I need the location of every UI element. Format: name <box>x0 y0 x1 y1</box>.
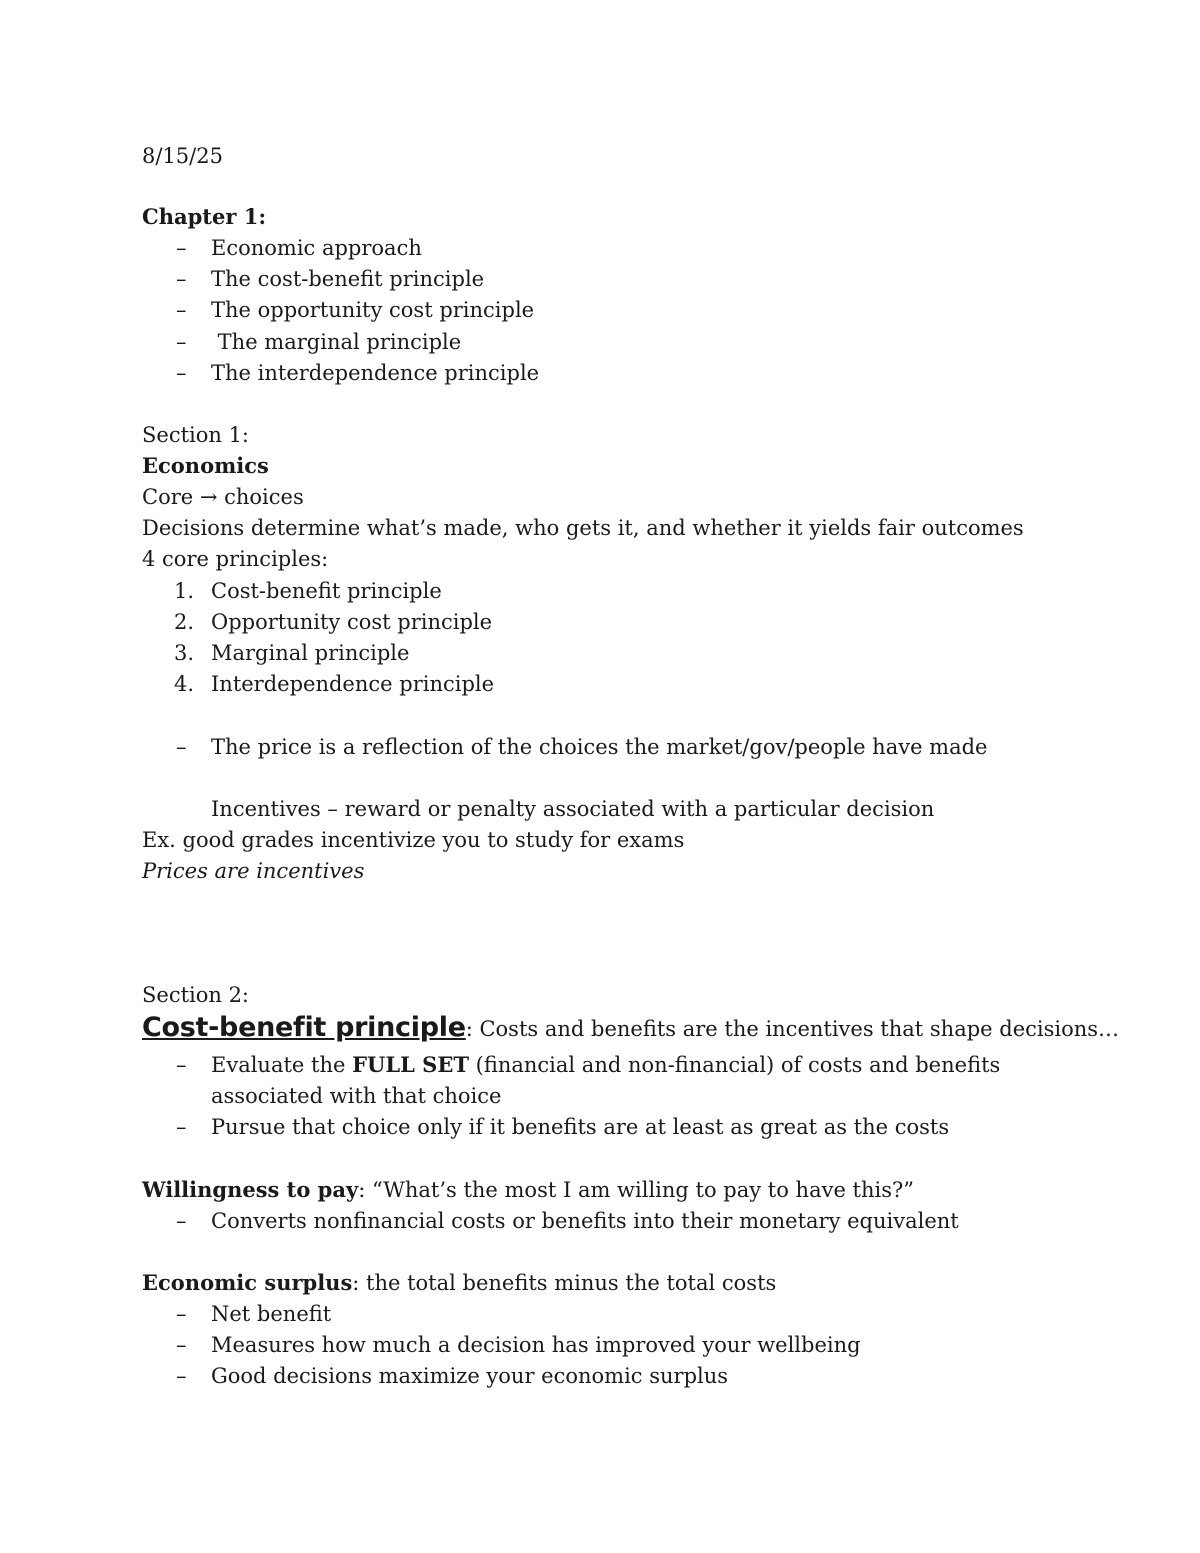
bullet-dash: – <box>176 298 187 322</box>
surplus-item: Measures how much a decision has improved your wellbeing <box>211 1333 861 1357</box>
bullet-dash: – <box>176 1302 187 1326</box>
wtp-desc: : “What’s the most I am willing to pay to have this?” <box>358 1178 915 1202</box>
core-line: Core → choices <box>142 485 304 509</box>
bullet-dash: – <box>176 735 187 759</box>
example-line: Ex. good grades incentivize you to study for exams <box>142 828 685 852</box>
wtp-title: Willingness to pay <box>142 1177 359 1202</box>
surplus-item: Good decisions maximize your economic surplus <box>211 1364 729 1388</box>
chapter-heading: Chapter 1: <box>142 204 267 229</box>
section1-title: Economics <box>142 453 269 478</box>
cost-benefit-desc: : Costs and benefits are the incentives that shape decisions… <box>465 1017 1120 1041</box>
chapter-item: The interdependence principle <box>211 361 540 385</box>
bullet-dash: – <box>176 267 187 291</box>
surplus-desc: : the total benefits minus the total costs <box>352 1271 777 1295</box>
list-number: 4. <box>174 672 195 696</box>
section1-heading: Section 1: <box>142 423 250 447</box>
bullet-dash: – <box>176 1209 187 1233</box>
prices-incentives-line: Prices are incentives <box>142 859 365 883</box>
bullet-dash: – <box>176 1364 187 1388</box>
incentives-line: Incentives – reward or penalty associated with a particular decision <box>211 797 935 821</box>
date-line: 8/15/25 <box>142 144 223 168</box>
bullet-dash: – <box>176 236 187 260</box>
evaluate-continuation: associated with that choice <box>211 1084 502 1108</box>
evaluate-pre: Evaluate the <box>211 1053 353 1077</box>
wtp-item: Converts nonfinancial costs or benefits into their monetary equivalent <box>211 1209 959 1233</box>
section2-heading: Section 2: <box>142 983 250 1007</box>
bullet-dash: – <box>176 1115 187 1139</box>
bullet-dash: – <box>176 330 187 354</box>
pursue-line: Pursue that choice only if it benefits are at least as great as the costs <box>211 1115 950 1139</box>
decisions-line: Decisions determine what’s made, who gets it, and whether it yields fair outcomes <box>142 516 1024 540</box>
principle-item: Cost-benefit principle <box>211 579 442 603</box>
principle-item: Opportunity cost principle <box>211 610 493 634</box>
full-set-text: FULL SET <box>352 1052 469 1077</box>
list-number: 1. <box>174 579 195 603</box>
principle-item: Marginal principle <box>211 641 410 665</box>
bullet-dash: – <box>176 1333 187 1357</box>
cost-benefit-title: Cost-benefit principle <box>142 1012 466 1043</box>
wtp-line <box>142 1176 914 1204</box>
surplus-title: Economic surplus <box>142 1270 353 1295</box>
price-note: The price is a reflection of the choices the market/gov/people have made <box>211 735 988 759</box>
chapter-item: Economic approach <box>211 236 422 260</box>
chapter-item: The marginal principle <box>211 330 462 354</box>
evaluate-line <box>211 1051 1000 1079</box>
chapter-item: The cost-benefit principle <box>211 267 485 291</box>
principles-intro: 4 core principles: <box>142 547 329 571</box>
bullet-dash: – <box>176 1053 187 1077</box>
cost-benefit-line <box>142 1014 1119 1043</box>
list-number: 3. <box>174 641 195 665</box>
chapter-item: The opportunity cost principle <box>211 298 535 322</box>
surplus-line <box>142 1269 776 1297</box>
principle-item: Interdependence principle <box>211 672 495 696</box>
list-number: 2. <box>174 610 195 634</box>
bullet-dash: – <box>176 361 187 385</box>
evaluate-post: (financial and non-financial) of costs and benefits <box>468 1053 1001 1077</box>
surplus-item: Net benefit <box>211 1302 332 1326</box>
